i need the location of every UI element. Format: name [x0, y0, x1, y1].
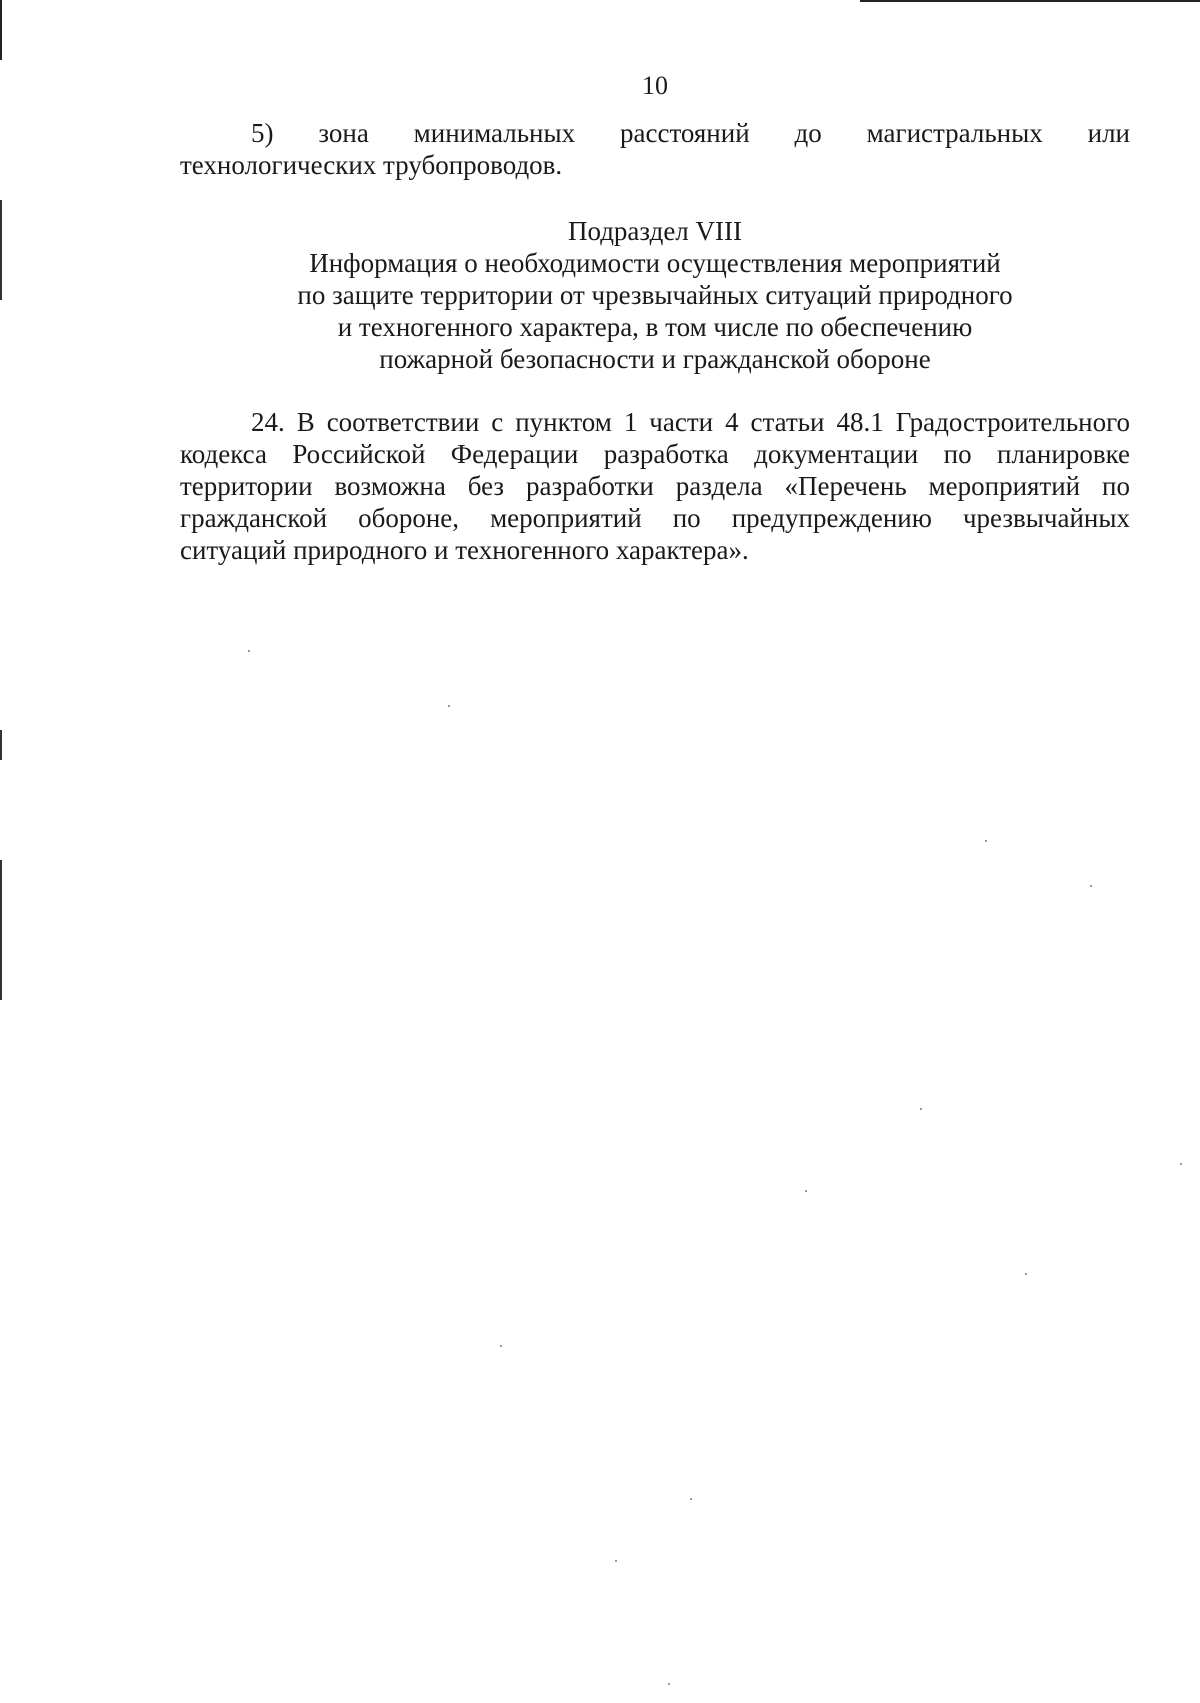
subsection-heading — [180, 215, 1130, 375]
subsection-title-line-3: и техногенного характера, в том числе по обеспечению — [337, 312, 973, 342]
scan-speck — [448, 705, 450, 707]
paragraph-24-line-2: кодекса Российской Федерации разработка документации по планировке — [180, 439, 1130, 469]
scan-speck — [248, 650, 250, 652]
scan-speck — [690, 1498, 692, 1500]
scan-speck — [1025, 1273, 1027, 1275]
paragraph-24-line-5: ситуаций природного и техногенного характера». — [180, 535, 749, 565]
page-number: 10 — [642, 71, 668, 100]
scan-speck — [615, 1560, 617, 1562]
scan-speck — [920, 1108, 922, 1110]
paragraph-24 — [180, 406, 1130, 566]
scan-speck — [500, 1345, 502, 1347]
scan-edge-left — [0, 0, 2, 1703]
scan-speck — [805, 1190, 807, 1192]
subsection-title-line-2: по защите территории от чрезвычайных ситуаций природного — [297, 280, 1013, 310]
scan-speck — [668, 1683, 670, 1685]
subsection-number: Подраздел VIII — [567, 216, 743, 246]
paragraph-24-line-4: гражданской обороне, мероприятий по предупреждению чрезвычайных — [180, 503, 1130, 533]
list-item-5-line-1: 5) зона минимальных расстояний до магистральных или — [251, 118, 1130, 148]
paragraph-24-line-3: территории возможна без разработки раздела «Перечень мероприятий по — [180, 471, 1130, 501]
list-item-5 — [180, 117, 1130, 181]
subsection-title-line-1: Информация о необходимости осуществления мероприятий — [309, 248, 1001, 278]
subsection-title-line-4: пожарной безопасности и гражданской обороне — [379, 344, 931, 374]
paragraph-24-line-1: 24. В соответствии с пунктом 1 части 4 статьи 48.1 Градостроительного — [251, 407, 1130, 437]
scan-speck — [1180, 1163, 1182, 1165]
list-item-5-line-2: технологических трубопроводов. — [180, 150, 563, 180]
scan-edge-top — [860, 0, 1200, 2]
scan-speck — [985, 840, 987, 842]
scan-speck — [1090, 885, 1092, 887]
